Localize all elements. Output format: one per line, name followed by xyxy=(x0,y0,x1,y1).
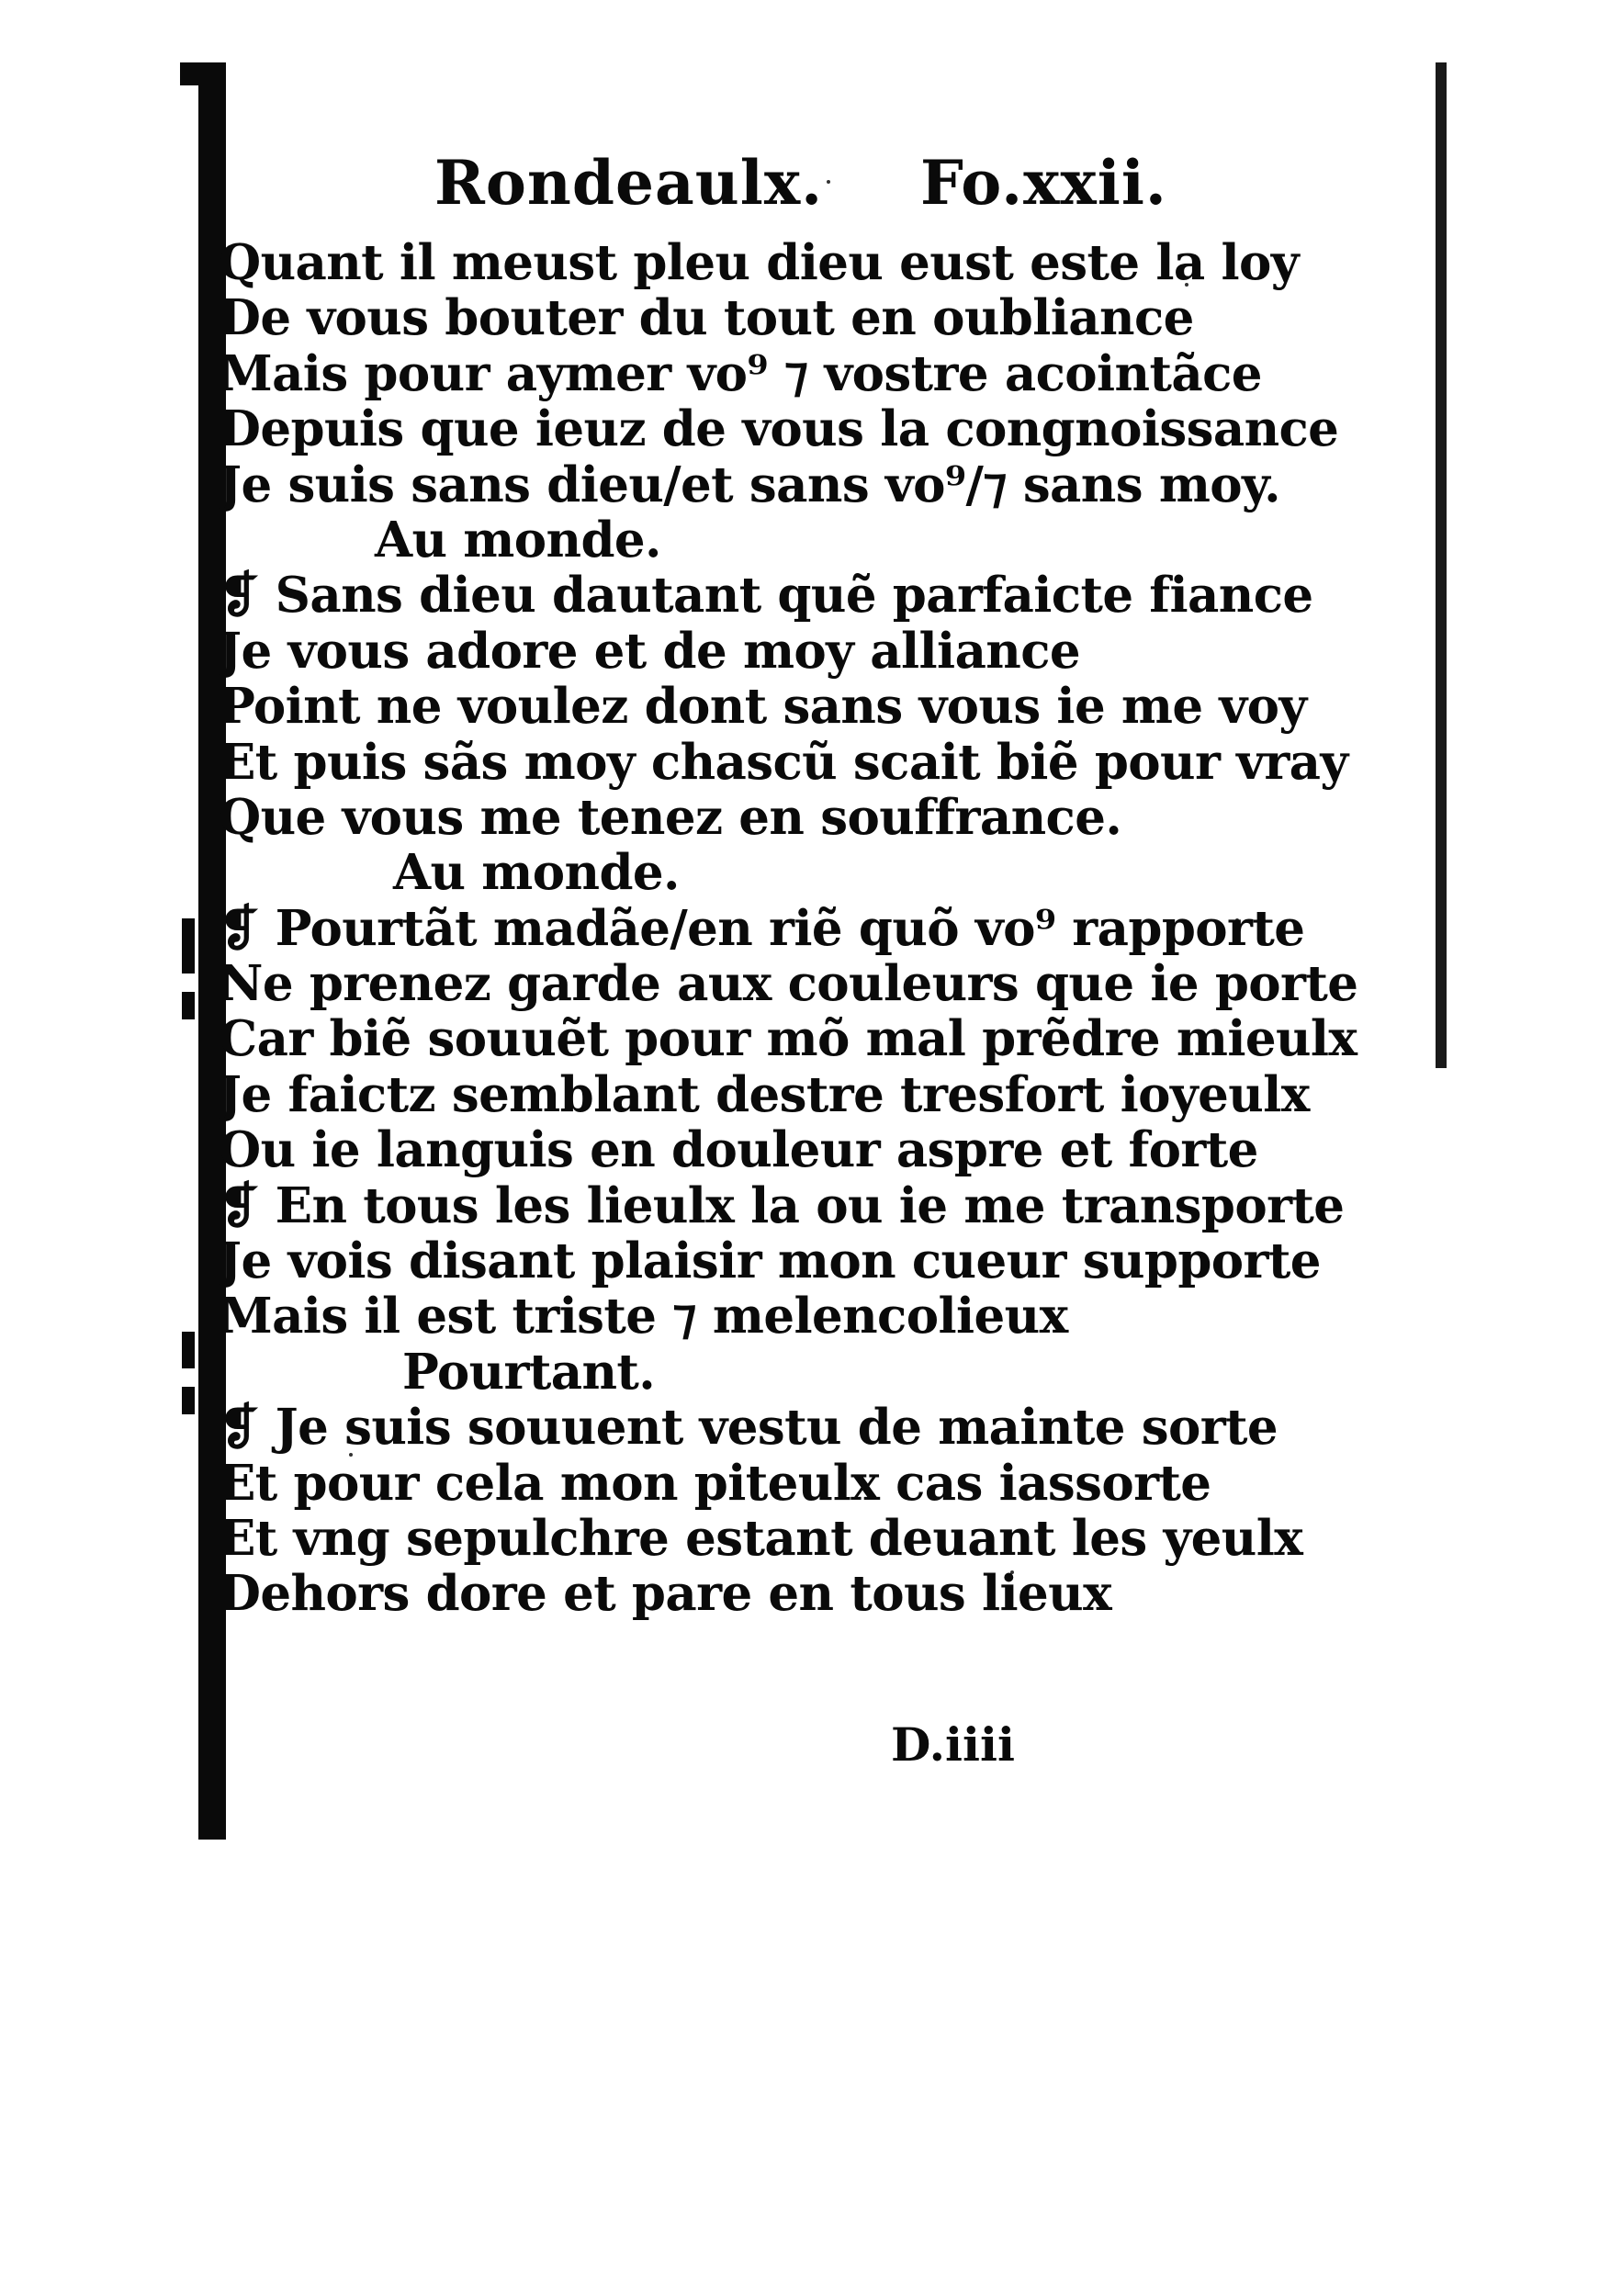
poem-line: ❡ En tous les lieulx la ou ie me transporte xyxy=(219,1177,1345,1234)
poem-line: ❡ Je suis souuent vestu de mainte sorte xyxy=(219,1400,1278,1456)
refrain-line: Au monde. xyxy=(393,845,680,901)
poem-line: ❡ Sans dieu dautant quẽ parfaicte fiance xyxy=(219,568,1313,624)
refrain-line: Au monde. xyxy=(375,512,661,568)
gutter-mark xyxy=(182,992,195,1019)
folio-number: Fo.xxii. xyxy=(920,147,1167,219)
poem-line: Dehors dore et pare en tous lieux xyxy=(219,1566,1112,1622)
poem-line: Je faictz semblant destre tresfort ioyeulx xyxy=(219,1066,1310,1123)
poem-line: Mais il est triste ⁊ melencolieux xyxy=(219,1289,1068,1345)
poem-line: Et pour cela mon piteulx cas iassorte xyxy=(219,1455,1211,1511)
poem-line: Je suis sans dieu/et sans vo⁹/⁊ sans moy. xyxy=(219,456,1281,512)
poem-line: Et vng sepulchre estant deuant les yeulx xyxy=(219,1510,1303,1567)
poem-text xyxy=(219,235,1440,1622)
signature-mark: D.iiii xyxy=(891,1717,1015,1772)
gutter-mark xyxy=(182,1332,195,1368)
running-title: Rondeaulx. xyxy=(434,147,824,219)
poem-line: De vous bouter du tout en oubliance xyxy=(219,290,1194,346)
poem-line: Depuis que ieuz de vous la congnoissance xyxy=(219,401,1339,457)
poem-line: Je vois disant plaisir mon cueur supporte xyxy=(219,1233,1321,1289)
poem-line: Mais pour aymer vo⁹ ⁊ vostre acointãce xyxy=(219,345,1262,402)
poem-line: Ou ie languis en douleur aspre et forte xyxy=(219,1122,1258,1178)
poem-line: Point ne voulez dont sans vous ie me voy xyxy=(219,679,1307,735)
poem-line: Que vous me tenez en souffrance. xyxy=(219,789,1122,846)
gutter-mark xyxy=(182,918,195,974)
poem-line: Et puis sãs moy chascũ scait biẽ pour vray xyxy=(219,734,1348,790)
page-header xyxy=(0,147,1622,220)
refrain-line: Pourtant. xyxy=(402,1344,656,1401)
poem-line: Je vous adore et de moy alliance xyxy=(219,623,1081,680)
poem-line: Quant il meust pleu dieu eust este la loy xyxy=(219,235,1299,291)
poem-line: Ne prenez garde aux couleurs que ie porte xyxy=(219,956,1358,1012)
gutter-mark xyxy=(182,1387,195,1414)
poem-line: ❡ Pourtãt madãe/en riẽ quõ vo⁹ rapporte xyxy=(219,900,1305,957)
poem-line: Car biẽ souuẽt pour mõ mal prẽdre mieulx xyxy=(219,1011,1357,1067)
